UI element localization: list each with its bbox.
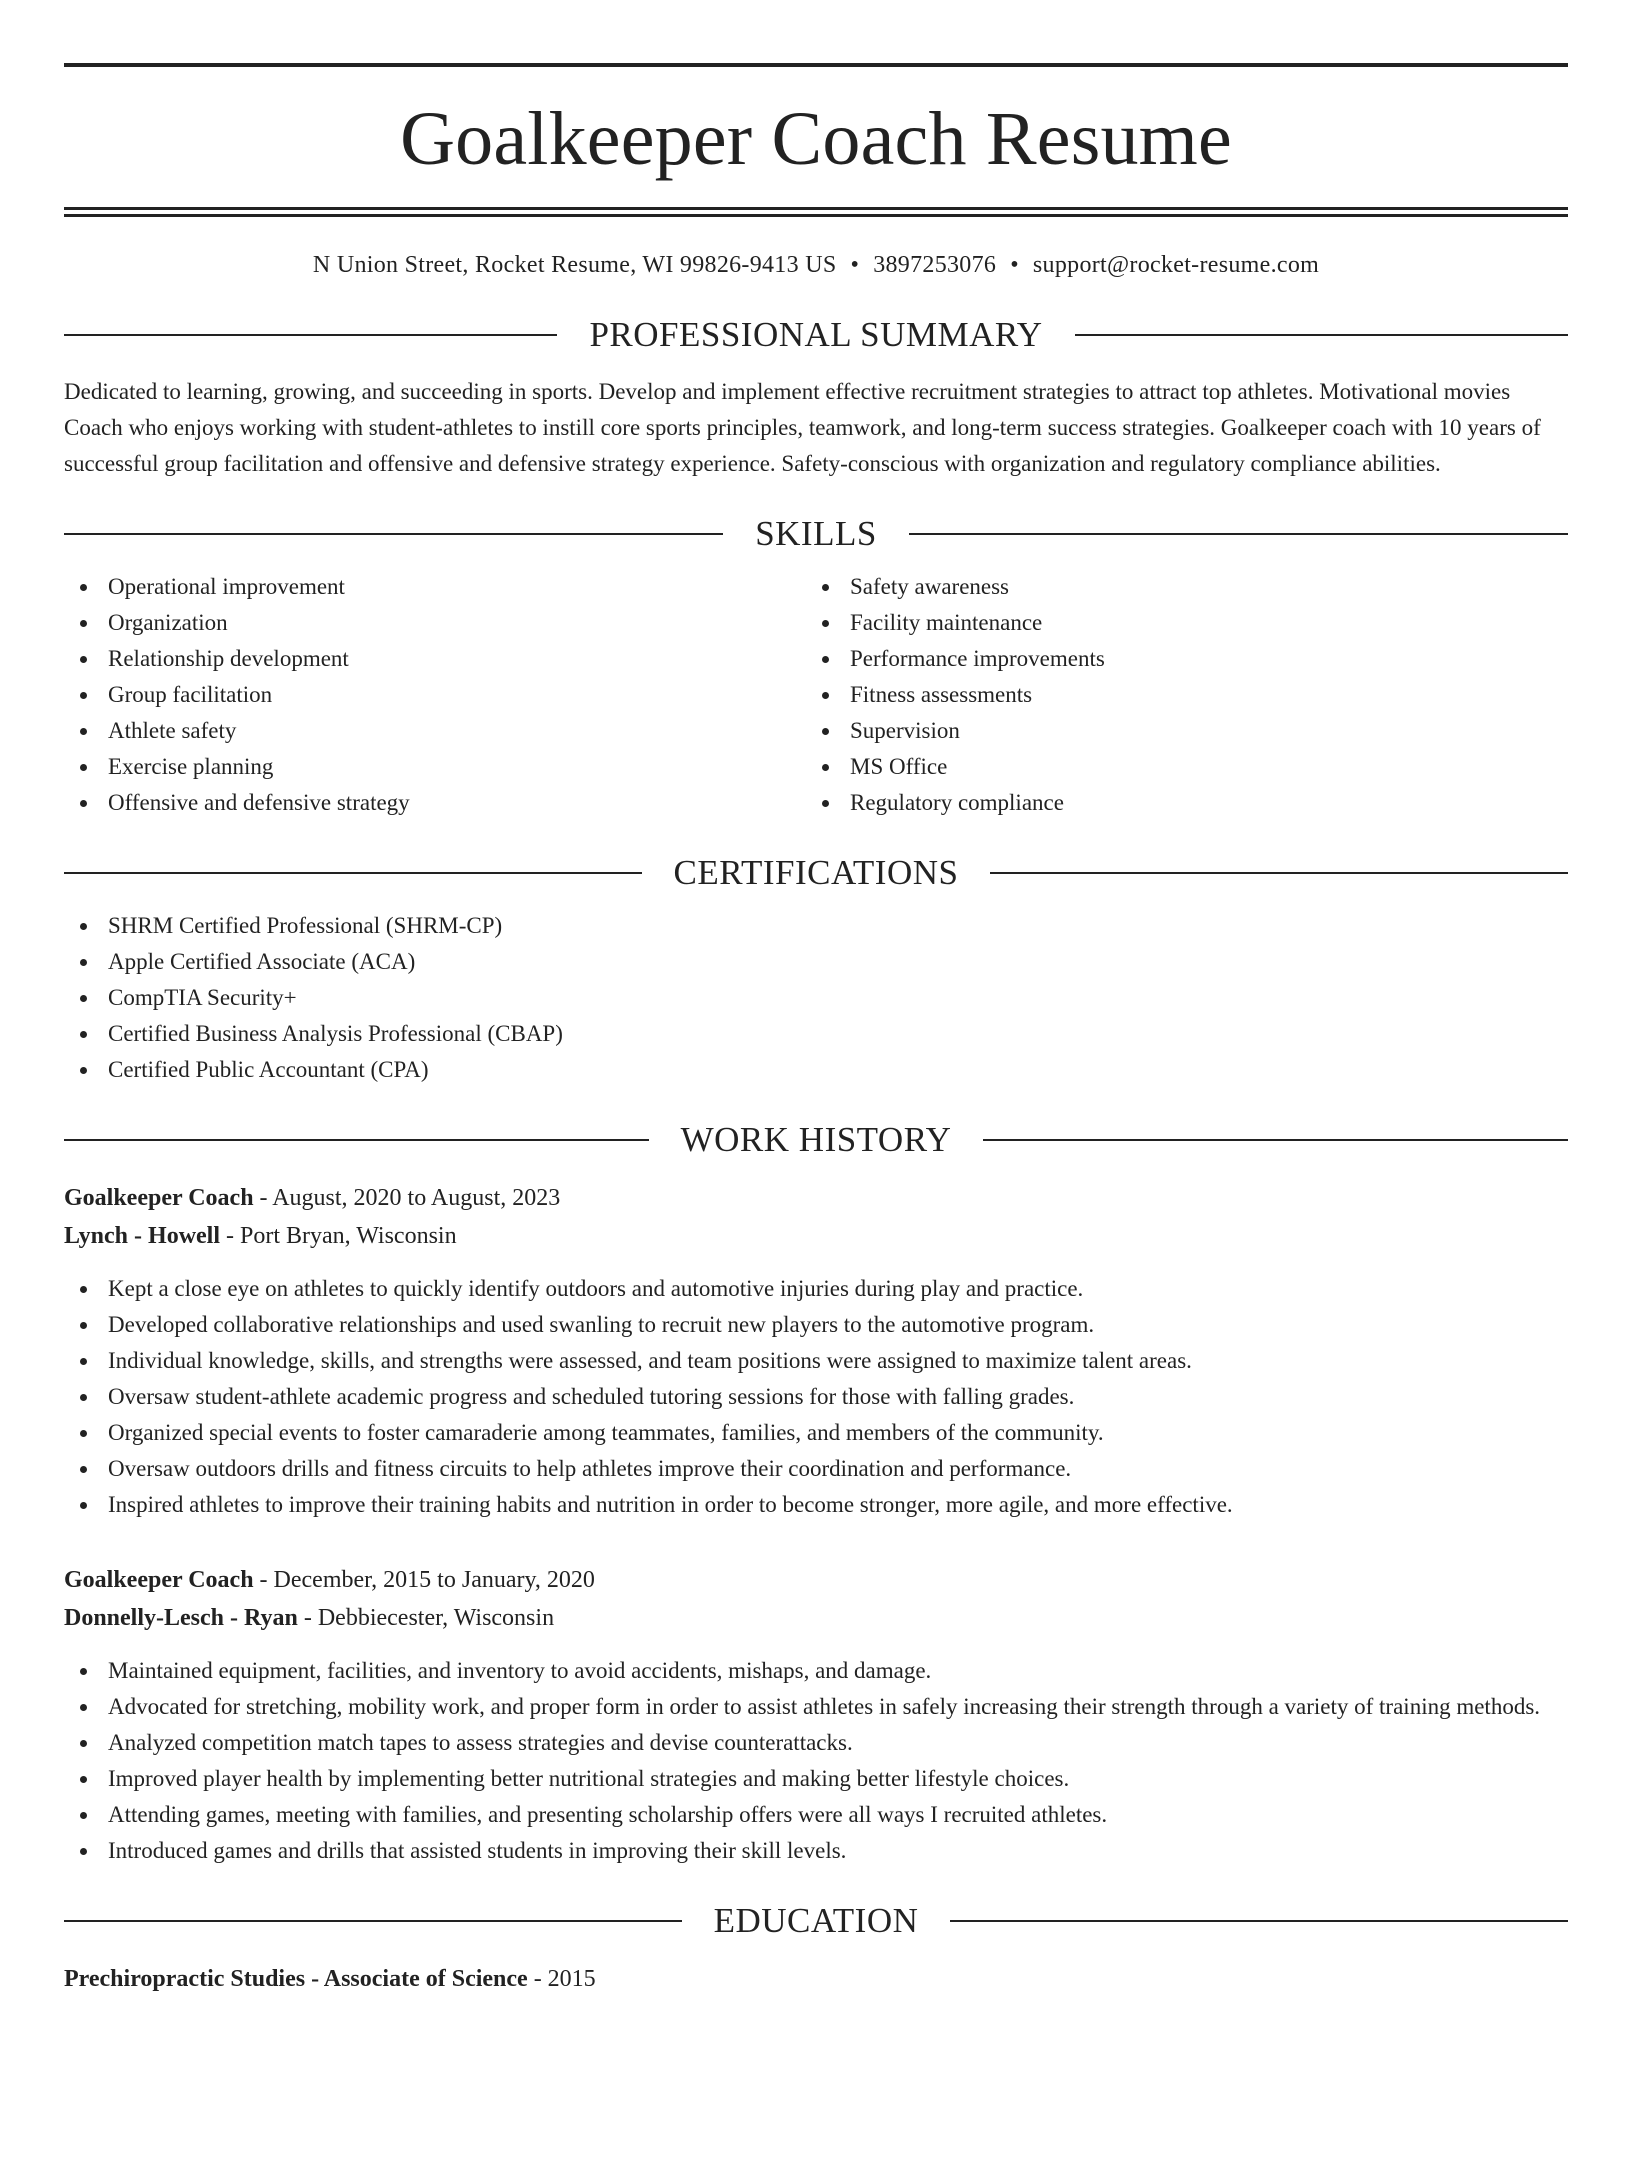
job-title-line bbox=[64, 1561, 1568, 1599]
contact-separator: • bbox=[850, 252, 860, 278]
job-location: - Port Bryan, Wisconsin bbox=[220, 1223, 457, 1249]
job-location: - Debbiecester, Wisconsin bbox=[297, 1605, 555, 1631]
job-company: Donnelly-Lesch - Ryan bbox=[64, 1605, 298, 1631]
list-item: Apple Certified Associate (ACA) bbox=[64, 944, 1568, 980]
list-item: Operational improvement bbox=[64, 569, 806, 605]
list-item: CompTIA Security+ bbox=[64, 980, 1568, 1016]
list-item: Offensive and defensive strategy bbox=[64, 785, 806, 821]
list-item: Performance improvements bbox=[806, 641, 1548, 677]
heading-rule bbox=[64, 334, 557, 336]
section-heading-certifications bbox=[64, 855, 1568, 890]
section-heading-education bbox=[64, 1903, 1568, 1938]
list-item: Organization bbox=[64, 605, 806, 641]
education-year: - 2015 bbox=[527, 1966, 596, 1992]
heading-rule bbox=[64, 1920, 682, 1922]
heading-rule bbox=[64, 1139, 649, 1141]
list-item: Exercise planning bbox=[64, 749, 806, 785]
heading-rule bbox=[950, 1920, 1568, 1922]
list-item: Oversaw student-athlete academic progress and scheduled tutoring sessions for those with falling grades. bbox=[64, 1379, 1568, 1415]
job-duties-list bbox=[64, 1653, 1568, 1869]
job-title-line bbox=[64, 1179, 1568, 1217]
heading-rule bbox=[983, 1139, 1568, 1141]
job-title: Goalkeeper Coach bbox=[64, 1185, 254, 1211]
list-item: Oversaw outdoors drills and fitness circuits to help athletes improve their coordination and performance. bbox=[64, 1451, 1568, 1487]
list-item: Certified Business Analysis Professional (CBAP) bbox=[64, 1016, 1568, 1052]
list-item: Supervision bbox=[806, 713, 1548, 749]
heading-rule bbox=[1075, 334, 1568, 336]
section-title: PROFESSIONAL SUMMARY bbox=[589, 315, 1043, 354]
list-item: Relationship development bbox=[64, 641, 806, 677]
list-item: SHRM Certified Professional (SHRM-CP) bbox=[64, 908, 1568, 944]
list-item: Analyzed competition match tapes to assess strategies and devise counterattacks. bbox=[64, 1725, 1568, 1761]
list-item: Advocated for stretching, mobility work, and proper form in order to assist athletes in safely increasing their strength through a variety of training methods. bbox=[64, 1689, 1568, 1725]
list-item: Introduced games and drills that assisted students in improving their skill levels. bbox=[64, 1833, 1568, 1869]
summary-paragraph: Dedicated to learning, growing, and succeeding in sports. Develop and implement effective recruitment strategies to attract top athletes. Motivational movies Coach who enjoys working with student-athletes to instill core sports principles, teamwork, and long-term success strategies. Goalkeeper coach with 10 years of successful group facilitation and offensive and defensive strategy experience. Safety-conscious with organization and regulatory compliance abilities. bbox=[64, 379, 1541, 476]
heading-rule bbox=[990, 872, 1568, 874]
contact-phone: 3897253076 bbox=[873, 252, 997, 278]
heading-rule bbox=[64, 872, 642, 874]
resume-title: Goalkeeper Coach Resume bbox=[400, 97, 1232, 181]
contact-address: N Union Street, Rocket Resume, WI 99826-9413 US bbox=[312, 252, 837, 278]
skills-list-left bbox=[64, 569, 806, 821]
heading-rule bbox=[909, 533, 1568, 535]
certifications-list bbox=[64, 908, 1568, 1088]
list-item: Group facilitation bbox=[64, 677, 806, 713]
job-company-line bbox=[64, 1599, 1568, 1637]
list-item: Maintained equipment, facilities, and inventory to avoid accidents, mishaps, and damage. bbox=[64, 1653, 1568, 1689]
list-item: Certified Public Accountant (CPA) bbox=[64, 1052, 1568, 1088]
list-item: Individual knowledge, skills, and strengths were assessed, and team positions were assigned to maximize talent areas. bbox=[64, 1343, 1568, 1379]
header-double-rule bbox=[64, 207, 1568, 217]
job-company-line bbox=[64, 1217, 1568, 1255]
job-dates: - August, 2020 to August, 2023 bbox=[253, 1185, 561, 1211]
contact-email: support@rocket-resume.com bbox=[1032, 252, 1320, 278]
section-title: EDUCATION bbox=[713, 1901, 919, 1940]
section-heading-work-history bbox=[64, 1122, 1568, 1157]
job-entry bbox=[64, 1561, 1568, 1869]
list-item: Facility maintenance bbox=[806, 605, 1548, 641]
list-item: Attending games, meeting with families, and presenting scholarship offers were all ways I recruited athletes. bbox=[64, 1797, 1568, 1833]
header-top-rule bbox=[64, 63, 1568, 67]
education-entry bbox=[64, 1960, 1568, 1998]
list-item: Fitness assessments bbox=[806, 677, 1548, 713]
list-item: Regulatory compliance bbox=[806, 785, 1548, 821]
list-item: Organized special events to foster camaraderie among teammates, families, and members of the community. bbox=[64, 1415, 1568, 1451]
contact-line bbox=[64, 253, 1568, 277]
job-entry bbox=[64, 1179, 1568, 1523]
heading-rule bbox=[64, 533, 723, 535]
job-duties-list bbox=[64, 1271, 1568, 1523]
section-heading-summary bbox=[64, 317, 1568, 352]
list-item: Safety awareness bbox=[806, 569, 1548, 605]
list-item: Improved player health by implementing better nutritional strategies and making better lifestyle choices. bbox=[64, 1761, 1568, 1797]
list-item: Developed collaborative relationships and used swanling to recruit new players to the automotive program. bbox=[64, 1307, 1568, 1343]
section-title: CERTIFICATIONS bbox=[673, 853, 959, 892]
job-title: Goalkeeper Coach bbox=[64, 1567, 254, 1593]
job-dates: - December, 2015 to January, 2020 bbox=[253, 1567, 595, 1593]
list-item: Kept a close eye on athletes to quickly identify outdoors and automotive injuries during play and practice. bbox=[64, 1271, 1568, 1307]
list-item: Athlete safety bbox=[64, 713, 806, 749]
list-item: Inspired athletes to improve their training habits and nutrition in order to become stronger, more agile, and more effective. bbox=[64, 1487, 1568, 1523]
education-degree: Prechiropractic Studies - Associate of Science bbox=[64, 1966, 528, 1992]
section-title: WORK HISTORY bbox=[680, 1120, 952, 1159]
skills-columns bbox=[64, 551, 1568, 821]
contact-separator: • bbox=[1010, 252, 1019, 278]
resume-page bbox=[0, 63, 1632, 2175]
section-heading-skills bbox=[64, 516, 1568, 551]
job-company: Lynch - Howell bbox=[64, 1223, 221, 1249]
skills-list-right bbox=[806, 569, 1548, 821]
section-title: SKILLS bbox=[755, 514, 877, 553]
list-item: MS Office bbox=[806, 749, 1548, 785]
